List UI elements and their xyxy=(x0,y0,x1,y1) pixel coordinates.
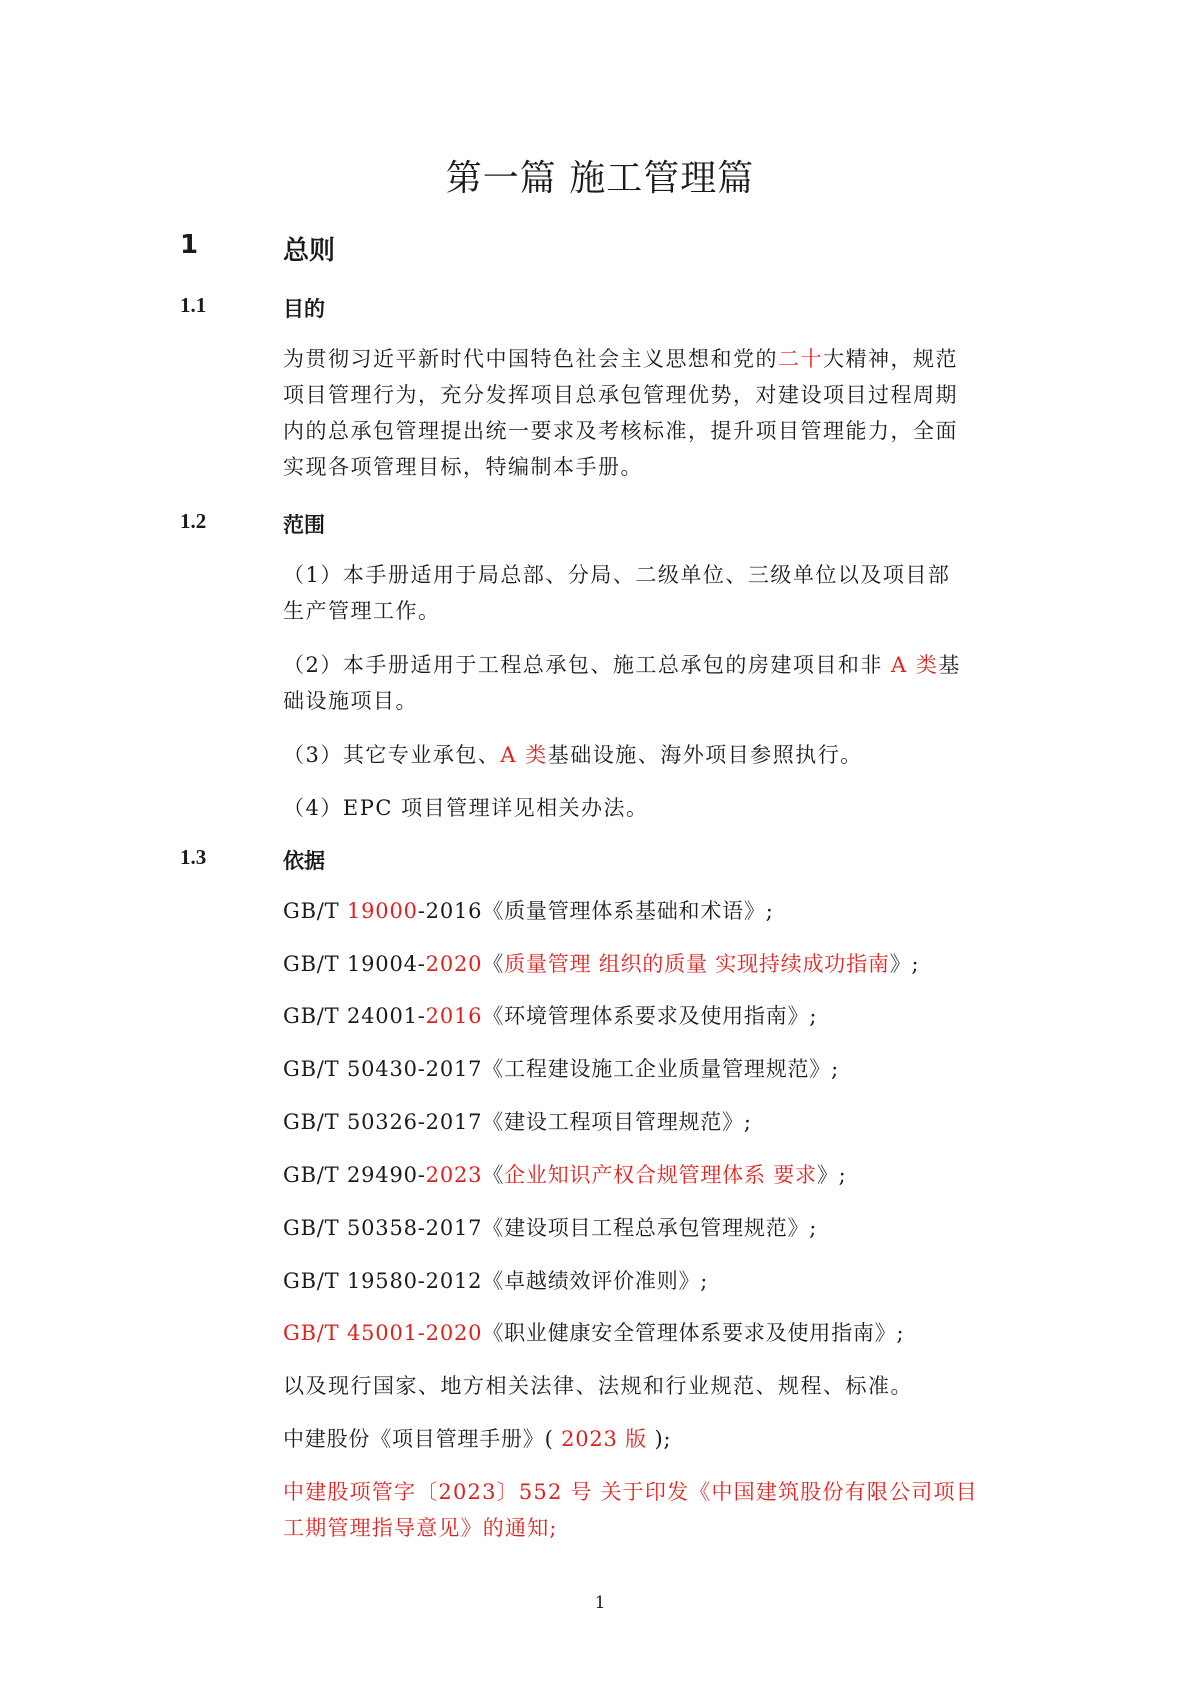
reference-2: GB/T 19004-2020《质量管理 组织的质量 实现持续成功指南》; xyxy=(283,952,920,976)
section-title: 目的 xyxy=(283,297,325,321)
chapter-title: 总则 xyxy=(283,236,336,266)
purpose-line-4: 实现各项管理目标，特编制本手册。 xyxy=(283,455,643,479)
section-number: 1.3 xyxy=(180,845,207,869)
page-number: 1 xyxy=(594,1593,606,1613)
section-number: 1.1 xyxy=(180,293,207,317)
purpose-line-2: 项目管理行为，充分发挥项目总承包管理优势，对建设项目过程周期 xyxy=(283,383,958,407)
section-number: 1.2 xyxy=(180,509,207,533)
reference-5: GB/T 50326-2017《建设工程项目管理规范》; xyxy=(283,1110,752,1134)
reference-1: GB/T 19000-2016《质量管理体系基础和术语》; xyxy=(283,899,774,923)
reference-12-line-1: 中建股项管字〔2023〕552 号 关于印发《中国建筑股份有限公司项目 xyxy=(283,1480,978,1504)
reference-11: 中建股份《项目管理手册》( 2023 版 ); xyxy=(283,1427,672,1451)
purpose-line-3: 内的总承包管理提出统一要求及考核标准，提升项目管理能力，全面 xyxy=(283,419,958,443)
chapter-number: 1 xyxy=(180,230,199,260)
page-title: 第一篇 施工管理篇 xyxy=(445,158,755,199)
scope-item-1-line-2: 生产管理工作。 xyxy=(283,599,441,623)
section-title: 依据 xyxy=(283,849,325,873)
purpose-line-1: 为贯彻习近平新时代中国特色社会主义思想和党的二十大精神，规范 xyxy=(283,347,958,371)
reference-6: GB/T 29490-2023《企业知识产权合规管理体系 要求》; xyxy=(283,1163,847,1187)
reference-7: GB/T 50358-2017《建设项目工程总承包管理规范》; xyxy=(283,1216,818,1240)
reference-8: GB/T 19580-2012《卓越绩效评价准则》; xyxy=(283,1269,709,1293)
scope-item-2-line-1: （2）本手册适用于工程总承包、施工总承包的房建项目和非 A 类基 xyxy=(283,653,961,677)
scope-item-4: （4）EPC 项目管理详见相关办法。 xyxy=(283,796,649,820)
scope-item-1-line-1: （1）本手册适用于局总部、分局、二级单位、三级单位以及项目部 xyxy=(283,563,951,587)
reference-9: GB/T 45001-2020《职业健康安全管理体系要求及使用指南》; xyxy=(283,1321,905,1345)
scope-item-3: （3）其它专业承包、A 类基础设施、海外项目参照执行。 xyxy=(283,743,863,767)
section-title: 范围 xyxy=(283,513,325,537)
scope-item-2-line-2: 础设施项目。 xyxy=(283,689,418,713)
reference-10: 以及现行国家、地方相关法律、法规和行业规范、规程、标准。 xyxy=(283,1374,913,1398)
reference-12-line-2: 工期管理指导意见》的通知; xyxy=(283,1516,558,1540)
reference-3: GB/T 24001-2016《环境管理体系要求及使用指南》; xyxy=(283,1004,818,1028)
reference-4: GB/T 50430-2017《工程建设施工企业质量管理规范》; xyxy=(283,1057,839,1081)
